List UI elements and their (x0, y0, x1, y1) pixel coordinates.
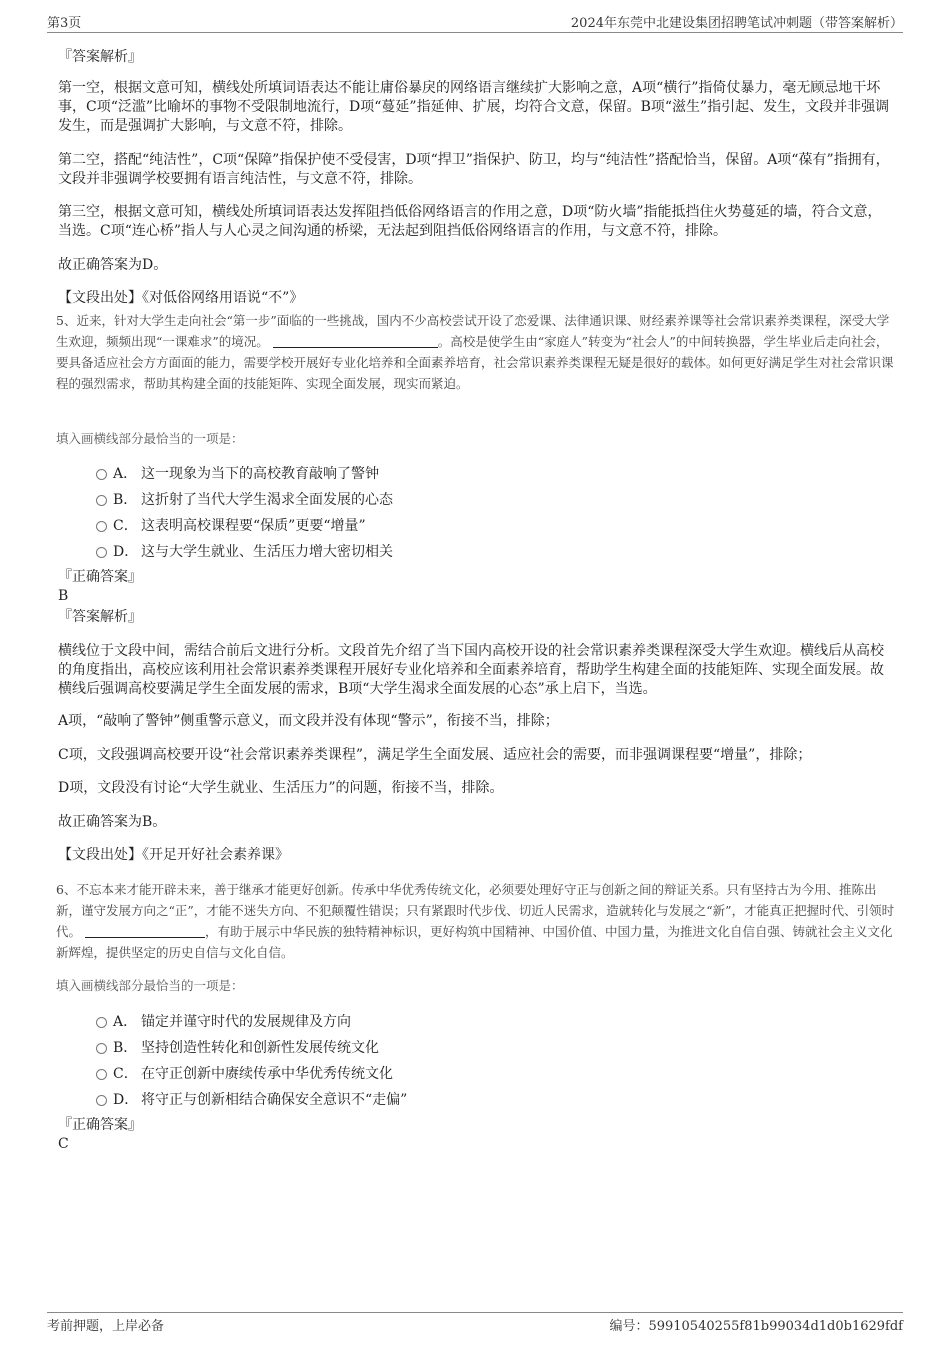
q5-conclusion: 故正确答案为B。 (58, 814, 167, 830)
radio-icon[interactable] (96, 1069, 107, 1080)
q5-option-b[interactable]: B． 这折射了当代大学生渴求全面发展的心态 (96, 489, 393, 509)
document-title: 2024年东莞中北建设集团招聘笔试冲刺题（带答案解析） (570, 16, 903, 31)
q6-prompt: 填入画横线部分最恰当的一项是： (56, 978, 244, 993)
q5-blank (273, 335, 438, 348)
q6-option-b[interactable]: B． 坚持创造性转化和创新性发展传统文化 (96, 1037, 379, 1057)
q6-text-before: 6、不忘本来才能开辟未来，善于继承才能更好创新。传承中华优秀传统文化，必须要处理好守正与创新之间的辩证关系。只有坚持古为今用、推陈出新，谨守发展方向之“正”，才能不迷失方向、不犯颠覆性错误；只有紧跟时代步伐、切近人民需求，造就转化与发展之“新”，才能真正把握时代、引领时代。 (56, 882, 895, 939)
q5-analysis-title: 『答案解析』 (58, 609, 142, 625)
radio-icon[interactable] (96, 1017, 107, 1028)
q6-text-after: ，有助于展示中华民族的独特精神标识，更好构筑中国精神、中国价值、中国力量，为推进文化自信自强、铸就社会主义文化新辉煌，提供坚定的历史自信与文化自信。 (56, 924, 893, 960)
q4-conclusion: 故正确答案为D。 (58, 257, 168, 273)
q5-text-before: 5、近来，针对大学生走向社会“第一步”面临的一些挑战，国内不少高校尝试开设了恋爱课、法律通识课、财经素养课等社会常识素养类课程，深受大学生欢迎，频频出现“一课难求”的境况。 (56, 313, 890, 349)
footer-serial: 编号：59910540255f81b99034d1d0b1629fdf (609, 1319, 903, 1334)
radio-icon[interactable] (96, 547, 107, 558)
q5-option-c[interactable]: C． 这表明高校课程要“保质”更要“增量” (96, 515, 366, 535)
q4-analysis-title: 『答案解析』 (58, 49, 142, 65)
q4-analysis-p3: 第三空，根据文意可知，横线处所填词语表达发挥阻挡低俗网络语言的作用之意，D项“防火墙”指能抵挡住火势蔓延的墙，符合文意，当选。C项“连心桥”指人与人心灵之间沟通的桥梁，无法起到阻挡低俗网络语言的作用，与文意不符，排除。 (58, 204, 882, 239)
q5-question (56, 310, 896, 394)
q6-blank (85, 925, 205, 938)
page-footer (47, 1312, 903, 1335)
radio-icon[interactable] (96, 1095, 107, 1106)
q6-option-d[interactable]: D． 将守正与创新相结合确保安全意识不“走偏” (96, 1089, 407, 1109)
q5-analysis-p2: A项，“敲响了警钟”侧重警示意义，而文段并没有体现“警示”，衔接不当，排除； (58, 713, 559, 729)
q5-analysis-p3: C项，文段强调高校要开设“社会常识素养类课程”，满足学生全面发展、适应社会的需要，而非强调课程要“增量”，排除； (58, 747, 812, 763)
q6-option-a[interactable]: A． 锚定并谨守时代的发展规律及方向 (96, 1011, 351, 1031)
q5-analysis-p1: 横线位于文段中间，需结合前后文进行分析。文段首先介绍了当下国内高校开设的社会常识素养类课程深受大学生欢迎。横线后从高校的角度指出，高校应该利用社会常识素养类课程开展好专业化培养和全面素养培育，帮助学生构建全面的技能矩阵、实现全面发展。故横线后强调高校要满足学生全面发展的需求，B项“大学生渴求全面发展的心态”承上启下，当选。 (58, 643, 884, 697)
page-header (47, 10, 903, 33)
q4-source: 【文段出处】《对低俗网络用语说“不”》 (58, 290, 304, 306)
q5-option-d[interactable]: D． 这与大学生就业、生活压力增大密切相关 (96, 541, 393, 561)
q5-option-a[interactable]: A． 这一现象为当下的高校教育敲响了警钟 (96, 463, 379, 483)
q5-answer: B (58, 588, 69, 604)
q5-analysis-p4: D项，文段没有讨论“大学生就业、生活压力”的问题，衔接不当，排除。 (58, 780, 504, 796)
page-number: 第3页 (47, 16, 82, 31)
radio-icon[interactable] (96, 521, 107, 532)
q5-answer-title: 『正确答案』 (58, 569, 142, 585)
q5-prompt: 填入画横线部分最恰当的一项是： (56, 431, 244, 446)
footer-slogan: 考前押题，上岸必备 (47, 1319, 165, 1334)
q6-answer: C (58, 1136, 69, 1152)
q5-text-after: 。高校是使学生由“家庭人”转变为“社会人”的中间转换器，学生毕业后走向社会，要具备适应社会方方面面的能力，需要学校开展好专业化培养和全面素养培育，社会常识素养类课程无疑是很好的载体。如何更好满足学生对社会常识课程的强烈需求，帮助其构建全面的技能矩阵、实现全面发展，现实而紧迫。 (56, 334, 894, 391)
q5-source: 【文段出处】《开足开好社会素养课》 (58, 847, 289, 863)
radio-icon[interactable] (96, 495, 107, 506)
q6-answer-title: 『正确答案』 (58, 1117, 142, 1133)
q4-analysis-p1: 第一空，根据文意可知，横线处所填词语表达不能让庸俗暴戾的网络语言继续扩大影响之意，A项“横行”指倚仗暴力，毫无顾忌地干坏事，C项“泛滥”比喻坏的事物不受限制地流行，D项“蔓延”指延伸、扩展，均符合文意，保留。B项“滋生”指引起、发生，文段并非强调发生，而是强调扩大影响，与文意不符，排除。 (58, 80, 890, 134)
q6-option-c[interactable]: C． 在守正创新中赓续传承中华优秀传统文化 (96, 1063, 393, 1083)
radio-icon[interactable] (96, 469, 107, 480)
radio-icon[interactable] (96, 1043, 107, 1054)
q6-question (56, 879, 896, 963)
q4-analysis-p2: 第二空，搭配“纯洁性”，C项“保障”指保护使不受侵害，D项“捍卫”指保护、防卫，均与“纯洁性”搭配恰当，保留。A项“葆有”指拥有，文段并非强调学校要拥有语言纯洁性，与文意不符，排除。 (58, 152, 890, 187)
